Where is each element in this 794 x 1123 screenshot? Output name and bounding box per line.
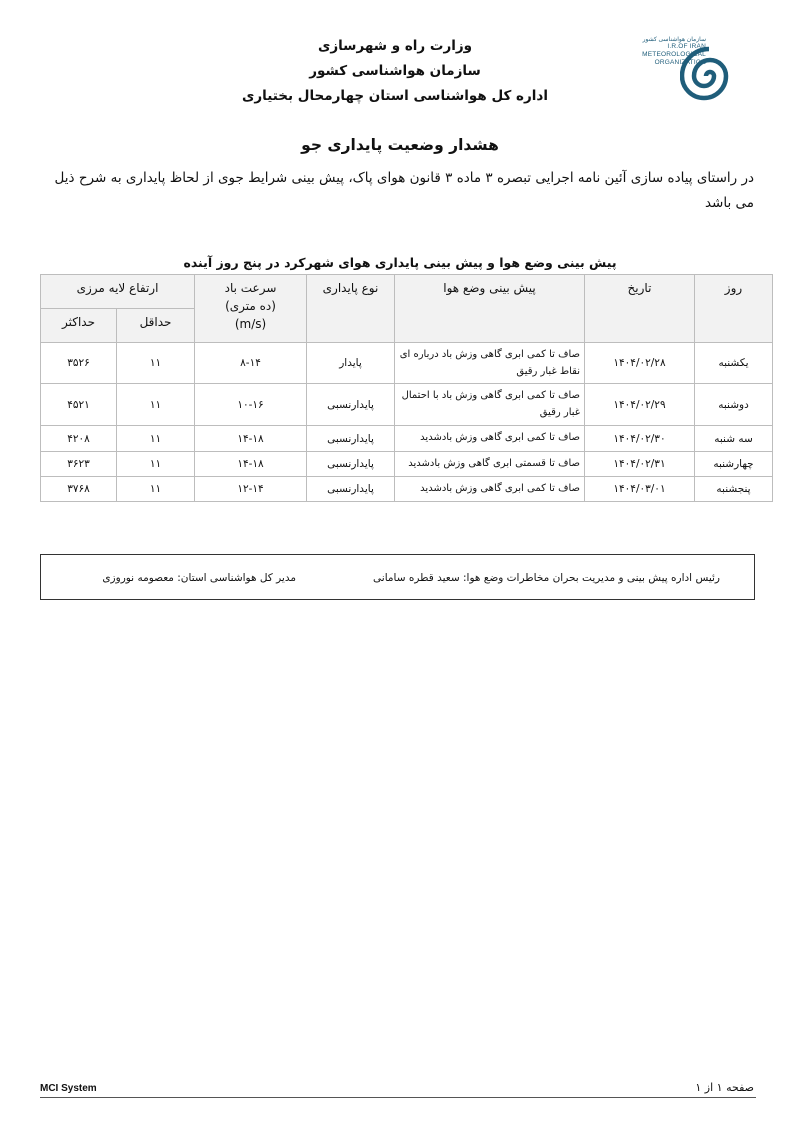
logo-english-line-1: I.R.OF IRAN: [667, 43, 706, 50]
cell-wind: ۱۴-۱۸: [195, 452, 307, 477]
cell-min: ۱۱: [117, 384, 195, 426]
intro-paragraph: در راستای پیاده سازی آئین نامه اجرایی تبصره ۳ ماده ۳ قانون هوای پاک، پیش بینی شرایط جوی از لحاظ پایداری به شرح ذیل می باشد: [54, 170, 754, 211]
cell-stability: پایدارنسبی: [307, 452, 395, 477]
forecast-head-signature: رئیس اداره پیش بینی و مدیریت بحران مخاطرات وضع هوا: سعید قطره سامانی: [373, 572, 720, 584]
department-name: اداره کل هواشناسی استان چهارمحال بختیاری: [242, 88, 548, 104]
header-wind-line-2: (ده متری): [225, 299, 276, 313]
cell-wind: ۱۰-۱۶: [195, 384, 307, 426]
cell-weather: صاف تا کمی ابری گاهی وزش بادشدید: [395, 426, 585, 452]
cell-weather: صاف تا کمی ابری گاهی وزش بادشدید: [395, 477, 585, 502]
cell-date: ۱۴۰۴/۰۲/۳۱: [585, 452, 695, 477]
logo-english-line-3: ORGANIZATION: [654, 59, 706, 66]
cell-max: ۳۵۲۶: [41, 343, 117, 384]
organization-name: سازمان هواشناسی کشور: [309, 63, 481, 79]
header-date: تاریخ: [585, 275, 695, 343]
cell-date: ۱۴۰۴/۰۳/۰۱: [585, 477, 695, 502]
header-max: حداکثر: [41, 309, 117, 343]
cell-day: سه شنبه: [695, 426, 773, 452]
header-day: روز: [695, 275, 773, 343]
footer-page-number: صفحه ۱ از ۱: [695, 1081, 754, 1094]
cell-min: ۱۱: [117, 426, 195, 452]
cell-weather: صاف تا کمی ابری گاهی وزش باد درباره ای نقاط غبار رقیق: [395, 343, 585, 384]
cell-weather: صاف تا کمی ابری گاهی وزش باد با احتمال غبار رقیق: [395, 384, 585, 426]
signature-box: [40, 554, 755, 600]
cell-min: ۱۱: [117, 343, 195, 384]
footer-divider: [40, 1097, 756, 1098]
spiral-emblem-icon: [680, 38, 740, 114]
cell-stability: پایدار: [307, 343, 395, 384]
cell-stability: پایدارنسبی: [307, 426, 395, 452]
ministry-name: وزارت راه و شهرسازی: [317, 38, 473, 54]
cell-max: ۳۶۲۳: [41, 452, 117, 477]
logo-persian-text: سازمان هواشناسی کشور: [642, 37, 706, 43]
table-header-row: [41, 275, 773, 309]
header-boundary-layer: ارتفاع لایه مرزی: [41, 275, 195, 309]
header-wind-line-1: سرعت باد: [224, 281, 277, 295]
logo-english-line-2: METEOROLOGICAL: [642, 51, 706, 58]
cell-stability: پایدارنسبی: [307, 384, 395, 426]
cell-day: چهارشنبه: [695, 452, 773, 477]
cell-min: ۱۱: [117, 477, 195, 502]
table-row: [41, 343, 773, 384]
header-wind-speed: [195, 275, 307, 343]
cell-max: ۴۲۰۸: [41, 426, 117, 452]
cell-date: ۱۴۰۴/۰۲/۳۰: [585, 426, 695, 452]
cell-weather: صاف تا قسمتی ابری گاهی وزش بادشدید: [395, 452, 585, 477]
cell-day: یکشنبه: [695, 343, 773, 384]
cell-max: ۴۵۲۱: [41, 384, 117, 426]
cell-wind: ۸-۱۴: [195, 343, 307, 384]
page-title: هشدار وضعیت پایداری جو: [301, 136, 499, 154]
cell-day: پنجشنبه: [695, 477, 773, 502]
cell-min: ۱۱: [117, 452, 195, 477]
cell-date: ۱۴۰۴/۰۲/۲۸: [585, 343, 695, 384]
table-row: [41, 384, 773, 426]
cell-stability: پایدارنسبی: [307, 477, 395, 502]
header-weather: پیش بینی وضع هوا: [395, 275, 585, 343]
forecast-table: [40, 274, 773, 502]
table-row: [41, 452, 773, 477]
header-wind-line-3: (m/s): [234, 317, 267, 331]
meteorological-organization-logo: [632, 36, 742, 116]
header-stability: نوع پایداری: [307, 275, 395, 343]
cell-wind: ۱۲-۱۴: [195, 477, 307, 502]
table-row: [41, 426, 773, 452]
director-signature: مدیر کل هواشناسی استان: معصومه نوروزی: [102, 572, 296, 584]
footer-system-name: MCI System: [40, 1083, 97, 1094]
table-caption: پیش بینی وضع هوا و پیش بینی پایداری هوای شهرکرد در پنج روز آینده: [183, 255, 617, 270]
table-row: [41, 477, 773, 502]
header-min: حداقل: [117, 309, 195, 343]
cell-max: ۳۷۶۸: [41, 477, 117, 502]
cell-day: دوشنبه: [695, 384, 773, 426]
cell-wind: ۱۴-۱۸: [195, 426, 307, 452]
cell-date: ۱۴۰۴/۰۲/۲۹: [585, 384, 695, 426]
